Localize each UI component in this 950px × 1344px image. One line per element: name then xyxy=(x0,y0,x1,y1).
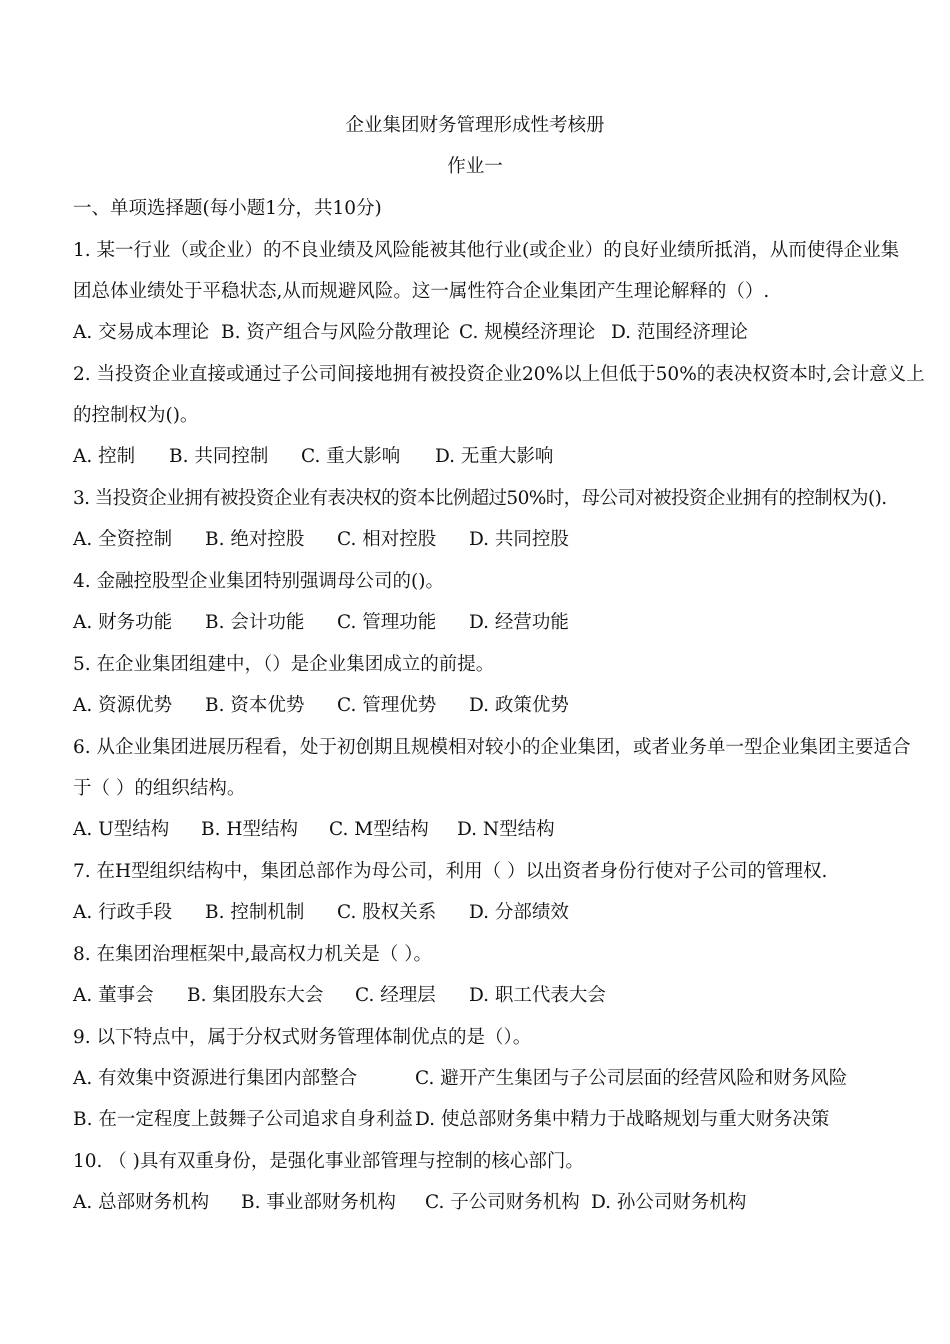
question-stem-line: 10. （ )具有双重身份，是强化事业部管理与控制的核心部门。 xyxy=(73,1151,584,1172)
question-stem-line: 4. 金融控股型企业集团特别强调母公司的()。 xyxy=(73,571,444,592)
question-stem-line: 1. 某一行业（或企业）的不良业绩及风险能被其他行业(或企业）的良好业绩所抵消，从而使得企业集 xyxy=(73,240,900,261)
question-stem-line: 5. 在企业集团组建中，（）是企业集团成立的前提。 xyxy=(73,654,495,675)
option-c: C. 避开产生集团与子公司层面的经营风险和财务风险 xyxy=(415,1068,848,1089)
option-d: D. N型结构 xyxy=(457,819,555,840)
option-c: C. 管理优势 xyxy=(337,695,437,716)
option-c: C. 经理层 xyxy=(355,985,436,1006)
option-a: A. 董事会 xyxy=(73,985,154,1006)
question-stem-line: 团总体业绩处于平稳状态,从而规避风险。这一属性符合企业集团产生理论解释的（）. xyxy=(73,281,770,302)
option-b: B. 事业部财务机构 xyxy=(241,1192,396,1213)
option-c: C. 规模经济理论 xyxy=(459,322,596,343)
option-d: D. 使总部财务集中精力于战略规划与重大财务决策 xyxy=(415,1109,830,1130)
document-title: 企业集团财务管理形成性考核册 xyxy=(345,115,605,136)
question-stem-line: 的控制权为()。 xyxy=(73,405,199,426)
option-a: A. 财务功能 xyxy=(73,612,173,633)
option-b: B. 在一定程度上鼓舞子公司追求自身利益 xyxy=(73,1109,413,1130)
option-c: C. 子公司财务机构 xyxy=(425,1192,580,1213)
option-d: D. 孙公司财务机构 xyxy=(591,1192,747,1213)
option-b: B. 绝对控股 xyxy=(205,529,305,550)
option-a: A. 总部财务机构 xyxy=(73,1192,210,1213)
option-b: B. 共同控制 xyxy=(169,446,269,467)
option-c: C. 管理功能 xyxy=(337,612,437,633)
option-b: B. H型结构 xyxy=(201,819,298,840)
option-d: D. 无重大影响 xyxy=(435,446,554,467)
option-a: A. 全资控制 xyxy=(73,529,173,550)
option-d: D. 职工代表大会 xyxy=(469,985,606,1006)
section-heading: 一、单项选择题(每小题1分，共10分) xyxy=(73,198,382,219)
option-a: A. 有效集中资源进行集团内部整合 xyxy=(73,1068,358,1089)
option-d: D. 分部绩效 xyxy=(469,902,569,923)
question-stem-line: 2. 当投资企业直接或通过子公司间接地拥有被投资企业20%以上但低于50%的表决权资本时,会计意义上 xyxy=(73,364,925,385)
question-stem-line: 于（ ）的组织结构。 xyxy=(73,778,246,799)
option-c: C. M型结构 xyxy=(329,819,429,840)
option-b: B. 会计功能 xyxy=(205,612,305,633)
question-stem-line: 9. 以下特点中，属于分权式财务管理体制优点的是（）。 xyxy=(73,1027,532,1048)
question-stem-line: 7. 在H型组织结构中，集团总部作为母公司，利用（ ）以出资者身份行使对子公司的管理权. xyxy=(73,861,828,882)
option-a: A. 交易成本理论 xyxy=(73,322,210,343)
question-stem-line: 6. 从企业集团进展历程看，处于初创期且规模相对较小的企业集团，或者业务单一型企业集团主要适合 xyxy=(73,737,911,758)
option-d: D. 范围经济理论 xyxy=(611,322,748,343)
option-a: A. 行政手段 xyxy=(73,902,173,923)
option-d: D. 经营功能 xyxy=(469,612,569,633)
option-c: C. 相对控股 xyxy=(337,529,437,550)
option-b: B. 资产组合与风险分散理论 xyxy=(221,322,450,343)
option-d: D. 政策优势 xyxy=(469,695,569,716)
question-stem-line: 3. 当投资企业拥有被投资企业有表决权的资本比例超过50%时，母公司对被投资企业拥有的控制权为(). xyxy=(73,488,887,509)
question-stem-line: 8. 在集团治理框架中,最高权力机关是（ ）。 xyxy=(73,944,433,965)
option-d: D. 共同控股 xyxy=(469,529,569,550)
option-a: A. U型结构 xyxy=(73,819,170,840)
option-a: A. 资源优势 xyxy=(73,695,173,716)
document-subtitle: 作业一 xyxy=(447,156,503,177)
option-c: C. 股权关系 xyxy=(337,902,437,923)
option-b: B. 资本优势 xyxy=(205,695,305,716)
option-b: B. 集团股东大会 xyxy=(187,985,324,1006)
option-a: A. 控制 xyxy=(73,446,136,467)
option-b: B. 控制机制 xyxy=(205,902,305,923)
option-c: C. 重大影响 xyxy=(301,446,401,467)
